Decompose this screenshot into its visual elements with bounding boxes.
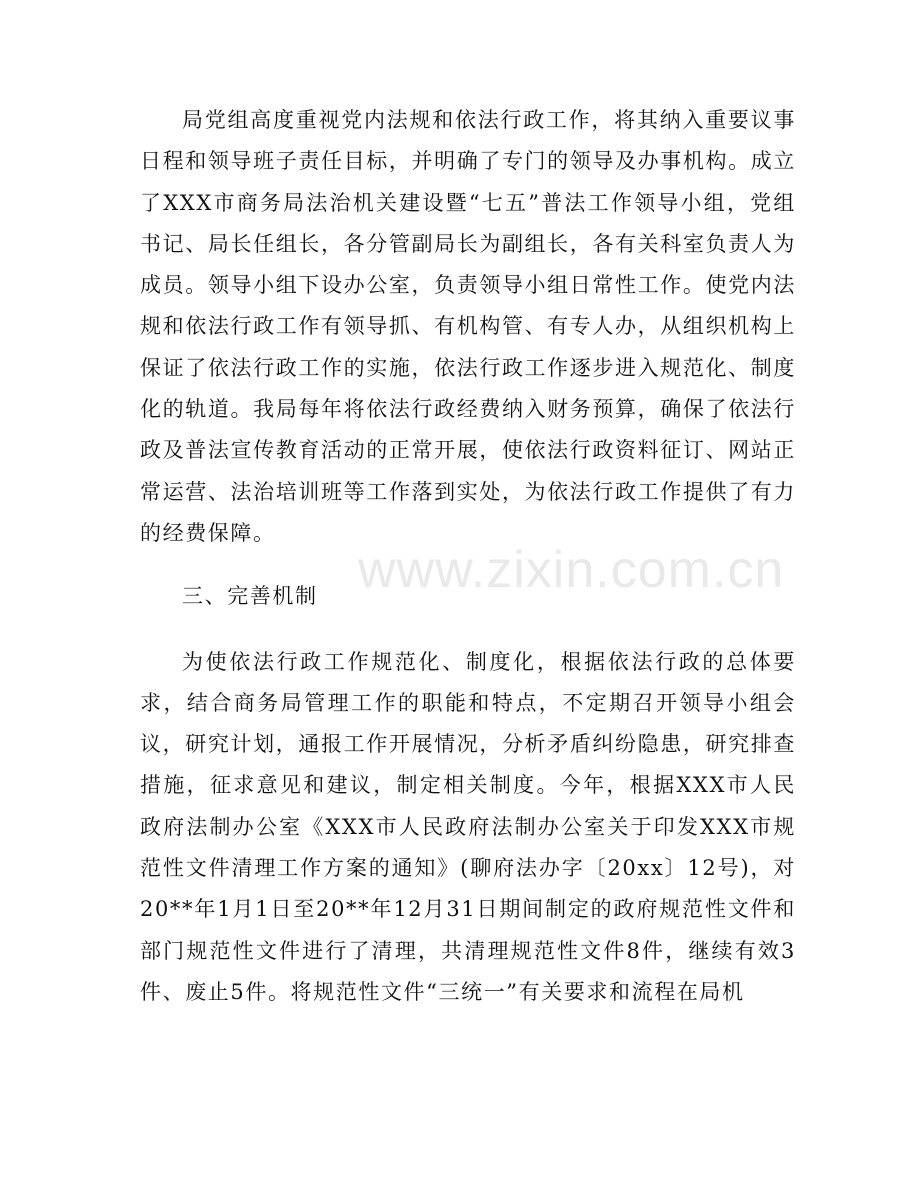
watermark: www.zixin.com.cn — [358, 541, 785, 599]
section-heading: 三、完善机制 — [182, 584, 318, 609]
document-body — [140, 100, 796, 1013]
paragraph-leadership: 局党组高度重视党内法规和依法行政工作，将其纳入重要议事日程和领导班子责任目标，并明确了专门的领导及办事机构。成立了XXX市商务局法治机关建设暨“七五”普法工作领导小组，党组书记、局长任组长，各分管副局长为副组长，各有关科室负责人为成员。领导小组下设办公室，负责领导小组日常性工作。使党内法规和依法行政工作有领导抓、有机构管、有专人办，从组织机构上保证了依法行政工作的实施，依法行政工作逐步进入规范化、制度化的轨道。我局每年将依法行政经费纳入财务预算，确保了依法行政及普法宣传教育活动的正常开展，使依法行政资料征订、网站正常运营、法治培训班等工作落到实处，为依法行政工作提供了有力的经费保障。 — [140, 108, 796, 545]
paragraph-mechanism: 为使依法行政工作规范化、制度化，根据依法行政的总体要求，结合商务局管理工作的职能和特点，不定期召开领导小组会议，研究计划，通报工作开展情况，分析矛盾纠纷隐患，研究排查措施，征求意见和建议，制定相关制度。今年，根据XXX市人民政府法制办公室《XXX市人民政府法制办公室关于印发XXX市规范性文件清理工作方案的通知》(聊府法办字〔20xx〕12号)，对20**年1月1日至20**年12月31日期间制定的政府规范性文件和部门规范性文件进行了清理，共清理规范性文件8件，继续有效3件、废止5件。将规范性文件“三统一”有关要求和流程在局机 — [140, 649, 796, 1004]
